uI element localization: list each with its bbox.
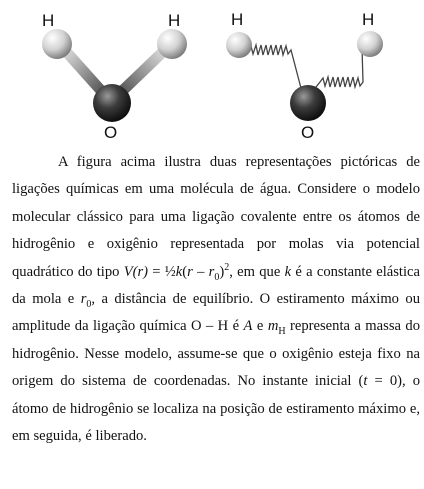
h-label-left: H (42, 11, 55, 30)
oxygen-atom (93, 84, 131, 122)
oh-spring-right (312, 48, 363, 92)
var-r0: r (80, 291, 87, 308)
hydrogen-atom-left (226, 32, 252, 58)
var-r0-sub: 0 (86, 298, 92, 310)
oh-spring-left (248, 45, 302, 92)
var-mH: m (267, 318, 279, 335)
text-intro: A figura acima ilustra duas representações pictóricas de ligações químicas em uma molécula de água. Considere o modelo molecular clássico para uma ligação covalente entre os átomos de hidrogênio e oxigênio representada por molas via potencial quadrático do tipo (12, 154, 420, 280)
var-A: A (243, 318, 253, 335)
var-t: t (363, 373, 368, 390)
o-label: O (301, 123, 315, 142)
oh-bond-right-stick (118, 47, 168, 95)
text-part-6: representa a massa do hidrogênio. Nesse modelo, assume-se que o oxigênio esteja fixo na origem do sistema de coordenadas. No instante inicial ( (12, 318, 420, 390)
potential-formula: V(r) = ½k(r – $r_0)^2$ (123, 261, 230, 283)
water-molecule-figure (0, 0, 424, 142)
hydrogen-atom-right (157, 29, 187, 59)
oh-bond-left-stick (62, 47, 105, 95)
hydrogen-atom-left (42, 29, 72, 59)
h-label-left: H (231, 10, 244, 29)
hydrogen-atom-right (357, 31, 383, 57)
h-label-right: H (168, 11, 181, 30)
var-k: k (284, 263, 292, 280)
oxygen-atom (290, 85, 326, 121)
o-label: O (104, 123, 118, 142)
problem-statement (12, 149, 420, 450)
h-label-right: H (362, 10, 375, 29)
text-part-4: , a distância de equilíbrio. O estiramento máximo ou amplitude da ligação química O – H é (12, 291, 421, 335)
var-mH-sub: H (278, 326, 286, 338)
problem-paragraph (12, 149, 420, 450)
text-part-5: e (252, 318, 268, 335)
text-part-3: é a constante elástica da mola e (12, 263, 420, 308)
text-part-7: = 0), o átomo de hidrogênio se localiza na posição de estiramento máximo e, em seguida, é liberado. (12, 373, 421, 445)
ball-stick-molecule (42, 11, 187, 142)
text-part-2: , em que (229, 263, 285, 280)
spring-model-molecule (226, 10, 383, 142)
